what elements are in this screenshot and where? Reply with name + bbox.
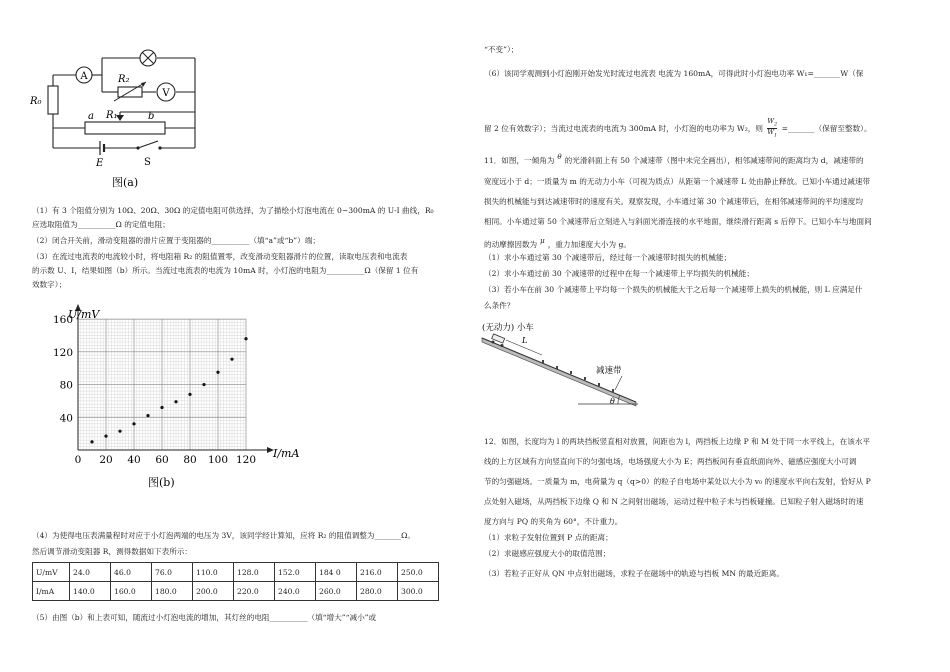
- incline-diagram: [478, 318, 648, 412]
- chart-grid: [78, 319, 246, 450]
- y-tick-label: 160: [52, 314, 73, 327]
- theta-symbol: θ: [557, 153, 562, 161]
- data-point: [118, 430, 121, 433]
- data-point: [104, 434, 107, 437]
- data-point: [230, 358, 233, 361]
- table-cell: 110.0: [193, 563, 234, 582]
- x-tick-label: 40: [127, 454, 141, 466]
- question-2: （2）闭合开关前，滑动变阻器的滑片应置于变阻器的__________（填“a”或“b”）端；: [32, 236, 320, 245]
- data-point: [160, 406, 163, 409]
- table-cell: 76.0: [152, 563, 193, 582]
- question-11-sub-3b: 么条件？: [484, 301, 515, 310]
- table-cell: 240.0: [275, 582, 316, 601]
- e-label: E: [96, 158, 104, 169]
- question-1-line-2: 应选取阻值为__________Ω 的定值电阻；: [32, 220, 170, 229]
- question-12-line-3: 节的匀强磁场。一质量为 m，电荷量为 q（q>0）的粒子自电场中某处以大小为 v₀ 的速度水平向右发射，恰好从 P: [484, 477, 871, 486]
- data-point: [146, 414, 149, 417]
- s-label: S: [144, 157, 151, 168]
- circuit-diagram: [30, 40, 220, 190]
- question-6-line-1: （6）该同学观测到小灯泡刚开始发光时流过电流表 电流为 160mA，可得此时小灯泡电功率 W₁=_______W（保: [484, 69, 864, 78]
- fraction-denominator-sub: 1: [774, 132, 778, 139]
- end-a-label: a: [88, 111, 94, 122]
- l-label: L: [522, 336, 528, 345]
- data-point: [90, 440, 93, 443]
- question-6-line-2: [484, 118, 872, 140]
- voltmeter-label: V: [162, 88, 170, 99]
- table-cell: 160.0: [111, 582, 152, 601]
- fig-b-caption: 图(b): [148, 476, 175, 489]
- answer-5-continued: “不变”）；: [484, 45, 519, 54]
- y-tick-label: 120: [52, 346, 73, 359]
- question-11-sub-1: （1）求小车通过第 30 个减速带后，经过每一个减速带时损失的机械能；: [484, 253, 732, 262]
- resistor-r0: [48, 86, 58, 114]
- y-tick-label: 80: [59, 379, 73, 392]
- battery-icon: [100, 141, 104, 155]
- question-3-line-2: 的示数 U、I，结果如图（b）所示。当流过电流表的电流为 10mA 时，小灯泡的电阻为__________Ω（保留 1 位有: [32, 266, 419, 275]
- lamp-icon: [140, 50, 156, 66]
- table-cell: 46.0: [111, 563, 152, 582]
- question-1-line-1: （1）有 3 个阻值分别为 10Ω、20Ω、30Ω 的定值电阻可供选择，为了描绘小灯泡电流在 0~300mA 的 U-I 曲线，R₀: [32, 206, 434, 215]
- car-label: (无动力) 小车: [482, 323, 534, 333]
- power-ratio-fraction: [767, 118, 777, 140]
- bump-label: 减速带: [596, 366, 622, 376]
- r1-label: R₁: [106, 110, 118, 121]
- fraction-numerator-sub: 2: [774, 121, 778, 128]
- table-cell: 200.0: [193, 582, 234, 601]
- question-12-line-1: 12．如图，长度均为 l 的两块挡板竖直相对放置，间距也为 l，两挡板上边缘 P 和 M 处于同一水平线上，在该水平: [484, 437, 871, 446]
- question-3-line-1: （3）在流过电流表的电流较小时，将电阻箱 R₂ 的阻值置零，改变滑动变阻器滑片的位置，读取电压表和电流表: [32, 252, 408, 261]
- question-12-line-4: 点处射入磁场，从两挡板下边缘 Q 和 N 之间射出磁场，运动过程中粒子未与挡板碰撞。已知粒子射入磁场时的速: [484, 497, 864, 506]
- table-header-i: I/mA: [33, 582, 70, 601]
- x-tick-label: 120: [235, 454, 257, 466]
- table-cell: 180.0: [152, 582, 193, 601]
- question-11-line-1: [484, 152, 864, 166]
- table-cell: 184 0: [316, 563, 357, 582]
- question-3-line-3: 效数字）；: [32, 280, 67, 289]
- table-cell: 128.0: [234, 563, 275, 582]
- fig-a-caption: 图(a): [112, 176, 139, 189]
- table-header-u: U/mV: [33, 563, 70, 582]
- ui-curve-chart: [30, 300, 320, 500]
- switch-icon: [136, 141, 161, 150]
- data-point: [188, 393, 191, 396]
- question-4-line-2: 然后调节滑动变阻器 R，测得数据如下表所示：: [32, 547, 193, 556]
- question-11-sub-2: （2）求小车通过前 30 个减速带的过程中在每一个减速带上平均损失的机械能；: [484, 269, 754, 278]
- data-point: [244, 337, 247, 340]
- x-tick-label: 80: [183, 454, 197, 466]
- q11-text-d: ，重力加速度大小为 g。: [547, 240, 631, 249]
- table-cell: 250.0: [398, 563, 439, 582]
- data-point: [132, 422, 135, 425]
- question-11-line-4: 相同。小车通过第 50 个减速带后立刻进入与斜面光滑连接的水平地面，继续滑行距离 s 后停下。已知小车与地面间: [484, 217, 872, 226]
- question-12-sub-2: （2）求磁感应强度大小的取值范围；: [484, 549, 611, 558]
- table-cell: 220.0: [234, 582, 275, 601]
- q11-text-a: 11．如图，一倾角为: [484, 156, 555, 165]
- question-12-sub-1: （1）求粒子发射位置到 P 点的距离；: [484, 533, 613, 542]
- r0-label: R₀: [30, 96, 42, 107]
- r2-label: R₂: [118, 74, 130, 85]
- fraction-denominator: W: [767, 128, 775, 137]
- question-6-text: 留 2 位有效数字）；当流过电流表的电流为 300mA 时，小灯泡的电功率为 W₂，则: [484, 123, 763, 133]
- table-cell: 152.0: [275, 563, 316, 582]
- question-12-sub-3: （3）若粒子正好从 QN 中点射出磁场，求粒子在磁场中的轨迹与挡板 MN 的最近距离。: [484, 569, 784, 578]
- x-tick-label: 60: [155, 454, 169, 466]
- speed-bumps: [542, 360, 614, 392]
- question-12-line-2: 线的上方区域有方向竖直向下的匀强电场，电场强度大小为 E；两挡板间有垂直纸面向外、磁感应强度大小可调: [484, 457, 857, 466]
- q11-text-b: 的光滑斜面上有 50 个减速带（图中未完全画出），相邻减速带间的距离均为 d，减速带的: [564, 156, 864, 165]
- table-cell: 216.0: [357, 563, 398, 582]
- question-12-line-5: 度方向与 PQ 的夹角为 60°，不计重力。: [484, 517, 623, 526]
- ammeter-label: A: [80, 71, 88, 82]
- table-cell: 140.0: [70, 582, 111, 601]
- table-cell: 280.0: [357, 582, 398, 601]
- x-tick-label: 100: [207, 454, 229, 466]
- question-11-line-3: 损失的机械能与到达减速带时的速度有关。观察发现，小车通过第 30 个减速带后，在相邻减速带间的平均速度均: [484, 197, 863, 206]
- data-point: [174, 400, 177, 403]
- question-11-line-5: [484, 236, 631, 250]
- x-tick-label: 20: [99, 454, 113, 466]
- y-tick-label: 40: [59, 412, 73, 425]
- mu-symbol: μ: [540, 237, 545, 245]
- fraction-numerator: W: [767, 117, 775, 125]
- table-row-u: [33, 563, 439, 582]
- table-row-i: [33, 582, 439, 601]
- question-11-sub-3: （3）若小车在前 30 个减速带上平均每一个损失的机械能大于之后每一个减速带上损失的机械能，则 L 应满足什: [484, 285, 863, 294]
- theta-label: θ: [610, 397, 615, 406]
- q11-text-c: 的动摩擦因数为: [484, 240, 538, 249]
- question-5: （5）由图（b）和上表可知，随流过小灯泡电流的增加，其灯丝的电阻__________（填“增大”“减小”或: [32, 613, 377, 622]
- question-6-tail: =_______（保留至整数）。: [781, 123, 872, 133]
- end-b-label: b: [148, 111, 155, 122]
- table-cell: 300.0: [398, 582, 439, 601]
- question-4-line-1: （4）为使得电压表满量程时对应于小灯泡两端的电压为 3V，该同学经计算知，应将 R₂ 的阻值调整为_______Ω。: [32, 531, 415, 540]
- data-point: [202, 383, 205, 386]
- chart-axes: [75, 304, 274, 453]
- question-11-line-2: 宽度远小于 d；一质量为 m 的无动力小车（可视为质点）从距第一个减速带 L 处由静止释放。已知小车通过减速带: [484, 177, 871, 186]
- table-cell: 24.0: [70, 563, 111, 582]
- data-point: [216, 371, 219, 374]
- x-tick-label: 0: [74, 454, 82, 466]
- rheostat-r1: [85, 122, 165, 134]
- table-cell: 260.0: [316, 582, 357, 601]
- x-axis-label: I/mA: [273, 447, 300, 460]
- y-axis-label: U/mV: [68, 308, 100, 321]
- data-table: [32, 562, 439, 601]
